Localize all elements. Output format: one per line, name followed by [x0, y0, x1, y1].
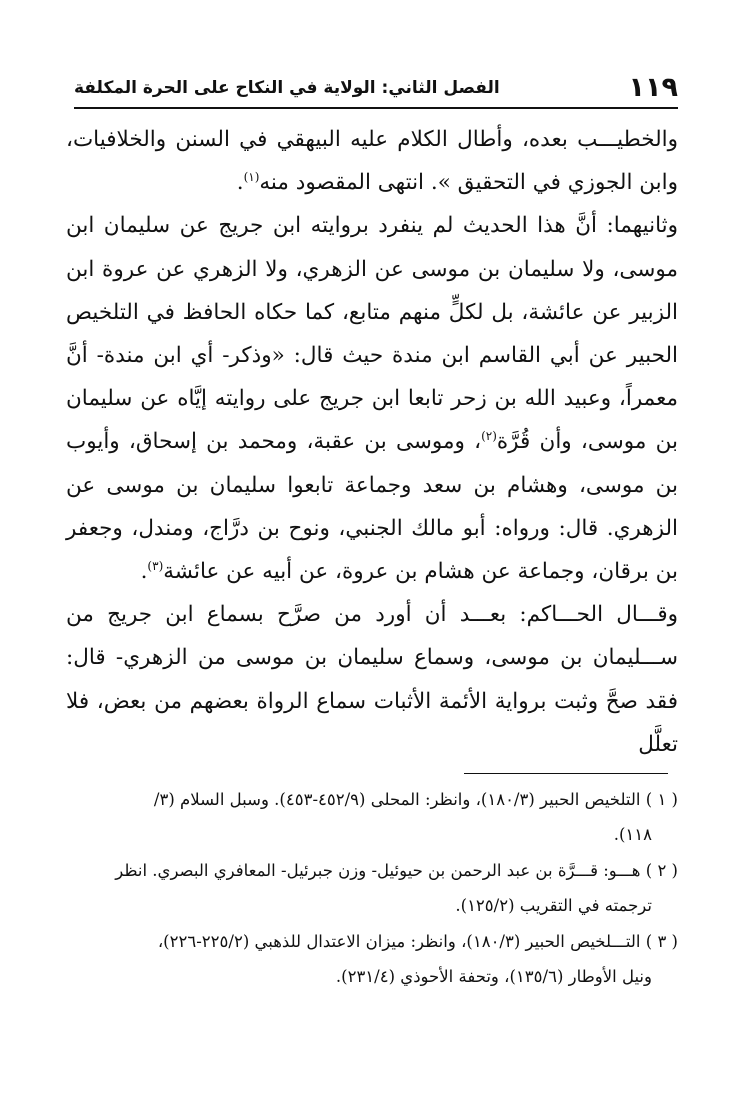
paragraph-2-end: .	[140, 559, 148, 585]
chapter-title: الفصل الثاني: الولاية في النكاح على الحرة المكلفة	[74, 78, 500, 98]
footnote-1-line1: ( ١ ) التلخيص الحبير (١٨٠/٣)، وانظر: المحلى (٤٥٢/٩-٤٥٣). وسبل السلام (٣/	[153, 790, 678, 809]
footnote-ref-2: (٢)	[481, 429, 497, 444]
paragraph-1-end: .	[236, 170, 244, 196]
footnote-2	[66, 853, 678, 923]
paragraph-2-text: وثانيهما: أنَّ هذا الحديث لم ينفرد بروايته ابن جريج عن سليمان ابن موسى، ولا سليمان بن موسى عن الزهري، ولا الزهري عن عروة ابن الزبير عن عائشة، بل لكلٍّ منهم متابع، كما حكاه الحافظ في التلخيص الحبير عن أبي القاسم ابن مندة حيث قال: «وذكر- أي ابن مندة- أنَّ معمراً، وعبيد الله بن زحر تابعا ابن جريج على روايته إيَّاه عن سليمان بن موسى، وأن قُرَّة	[66, 213, 678, 455]
footnote-ref-1: (١)	[243, 170, 260, 185]
header-rule	[74, 107, 678, 109]
body-text	[66, 118, 678, 766]
footnote-separator	[464, 773, 668, 774]
page-number: ١١٩	[628, 72, 678, 103]
paragraph-2-text-cont: ، وموسى بن عقبة، ومحمد بن إسحاق، وأيوب بن موسى، وهشام بن سعد وجماعة تابعوا سليمان بن موسى عن الزهري. قال: ورواه: أبو مالك الجنبي، ونوح بن درَّاج، ومندل، وجعفر بن برقان، وجماعة عن هشام بن عروة، عن أبيه عن عائشة	[66, 429, 678, 585]
footnote-3	[66, 924, 678, 994]
footnotes	[66, 782, 678, 995]
footnote-1-line2: ١١٨).	[613, 825, 652, 844]
footnote-ref-3: (٣)	[147, 558, 164, 573]
paragraph-3	[66, 593, 678, 766]
footnote-2-line1: ( ٢ ) هـــو: قـــرَّة بن عبد الرحمن بن حيوئيل- وزن جبرئيل- المعافري البصري. انظر	[115, 861, 678, 880]
paragraph-1-text: والخطيـــب بعده، وأطال الكلام عليه البيهقي في السنن والخلافيات، وابن الجوزي في التحقيق ». انتهى المقصود منه	[66, 127, 678, 196]
paragraph-3-text: وقـــال الحـــاكم: بعـــد أن أورد من صرَّح بسماع ابن جريج من ســـليمان بن موسى، وسماع سليمان بن موسى من الزهري- قال: فقد صحَّ وثبت برواية الأئمة الأثبات سماع الرواة بعضهم من بعض، فلا تعلَّل	[66, 602, 678, 757]
footnote-3-line1: ( ٣ ) التـــلخيص الحبير (١٨٠/٣)، وانظر: ميزان الاعتدال للذهبي (٢٢٥/٢-٢٢٦)،	[157, 932, 678, 951]
page-header	[74, 70, 678, 110]
footnote-3-line2: ونيل الأوطار (١٣٥/٦)، وتحفة الأحوذي (٢٣١/٤).	[335, 967, 652, 986]
paragraph-1	[66, 118, 678, 204]
paragraph-2	[66, 204, 678, 593]
footnote-1	[66, 782, 678, 852]
footnote-2-line2: ترجمته في التقريب (١٢٥/٢).	[455, 896, 652, 915]
